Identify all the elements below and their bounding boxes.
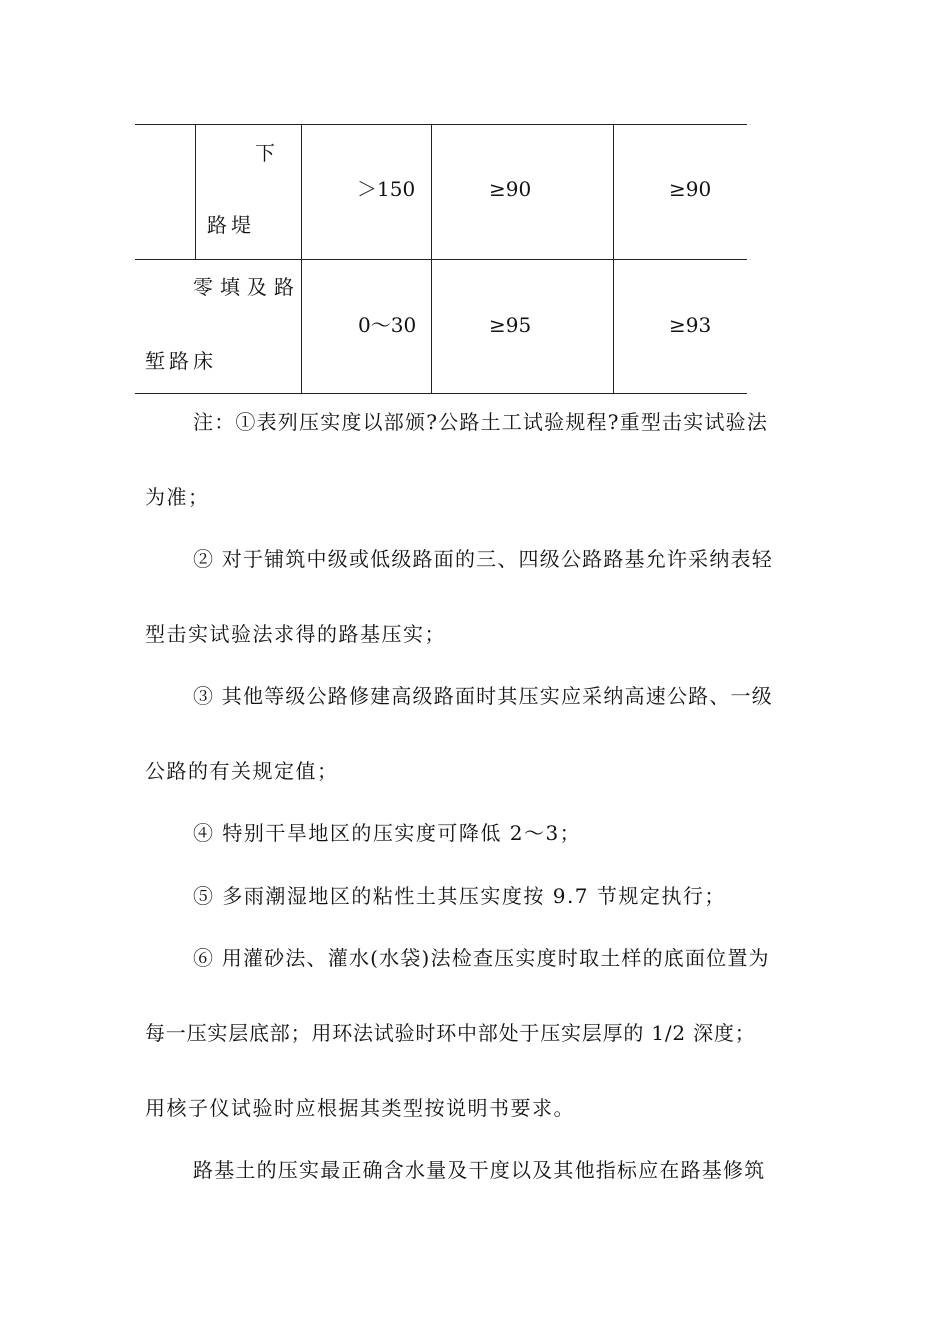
row2-col3-value: ≥93 bbox=[669, 313, 712, 337]
table-col-divider-2 bbox=[431, 124, 432, 394]
row2-label-bottom: 堑路床 bbox=[145, 349, 217, 373]
table-top-border bbox=[135, 124, 747, 125]
table-col-divider-1 bbox=[301, 124, 302, 394]
note-2-line-1: ② 对于铺筑中级或低级路面的三、四级公路路基允许采纳表轻 bbox=[193, 547, 773, 571]
note-1-line-1: 注：①表列压实度以部颁?公路土工试验规程?重型击实试验法 bbox=[193, 410, 769, 434]
row1-depth-value: ＞150 bbox=[357, 177, 416, 201]
row1-label-bottom: 路堤 bbox=[207, 213, 255, 237]
table-inner-label-divider bbox=[195, 124, 196, 259]
closing-paragraph: 路基土的压实最正确含水量及干度以及其他指标应在路基修筑 bbox=[193, 1158, 766, 1182]
note-6-line-1: ⑥ 用灌砂法、灌水(水袋)法检查压实度时取土样的底面位置为 bbox=[193, 946, 770, 970]
table-col-divider-3 bbox=[613, 124, 614, 394]
note-1-line-2: 为准； bbox=[145, 485, 210, 509]
note-3-line-1: ③ 其他等级公路修建高级路面时其压实应采纳高速公路、一级 bbox=[193, 684, 773, 708]
note-5: ⑤ 多雨潮湿地区的粘性土其压实度按 9.7 节规定执行； bbox=[193, 884, 726, 908]
note-2-line-2: 型击实试验法求得的路基压实； bbox=[145, 622, 446, 646]
compaction-table bbox=[135, 124, 747, 394]
table-bottom-border bbox=[135, 393, 747, 394]
row1-col3-value: ≥90 bbox=[669, 177, 712, 201]
row1-label-top: 下 bbox=[255, 141, 275, 165]
row2-col2-value: ≥95 bbox=[489, 313, 532, 337]
row2-depth-value: 0～30 bbox=[358, 313, 417, 337]
note-3-line-2: 公路的有关规定值； bbox=[145, 759, 339, 783]
note-6-line-2: 每一压实层底部；用环法试验时环中部处于压实层厚的 1/2 深度； bbox=[145, 1021, 756, 1045]
row2-label-top: 零填及路 bbox=[193, 275, 301, 299]
note-6-line-3: 用核子仪试验时应根据其类型按说明书要求。 bbox=[145, 1096, 575, 1120]
row1-col2-value: ≥90 bbox=[489, 177, 532, 201]
table-row-divider bbox=[135, 259, 747, 260]
note-4: ④ 特别干旱地区的压实度可降低 2～3； bbox=[193, 821, 582, 845]
